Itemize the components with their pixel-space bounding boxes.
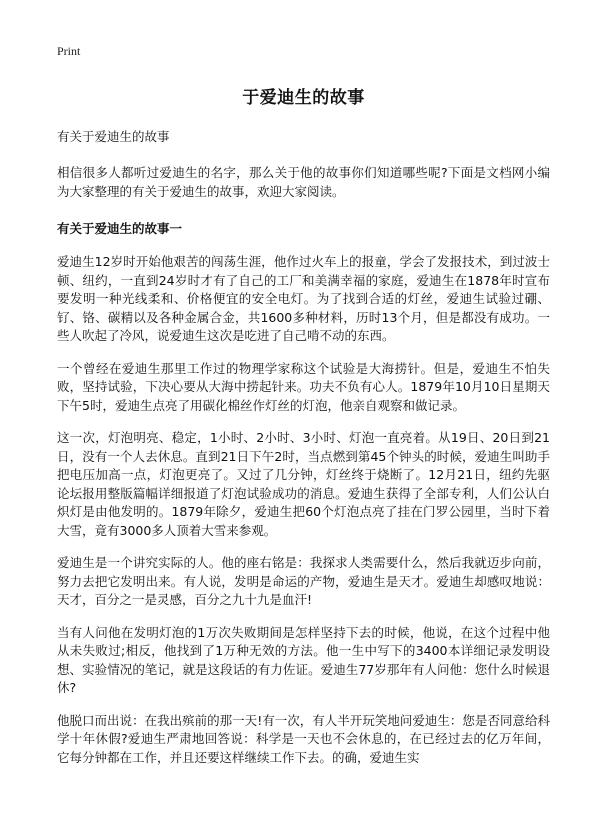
body-paragraph-6: 他脱口而出说：在我出殡前的那一天!有一次，有人半开玩笑地问爱迪生：您是否同意给科学十年休假?爱迪生严肃地回答说：科学是一天也不会休息的，在已经过去的亿万年间，它每分钟都在工作，并且还要这样继续工作下去。的确，爱迪生实 bbox=[57, 712, 550, 765]
print-link[interactable]: Print bbox=[57, 44, 81, 58]
document-subtitle: 有关于爱迪生的故事 bbox=[57, 129, 170, 144]
section-heading: 有关于爱迪生的故事一 bbox=[57, 221, 183, 236]
body-paragraph-2: 一个曾经在爱迪生那里工作过的物理学家称这个试验是大海捞针。但是，爱迪生不怕失败，坚持试验，下决心要从大海中捞起针来。功夫不负有心人。1879年10月10日星期天下午5时，爱迪生点亮了用碳化棉丝作灯丝的灯泡，他亲自观察和做记录。 bbox=[57, 360, 550, 413]
body-paragraph-1: 爱迪生12岁时开始他艰苦的闯荡生涯，他作过火车上的报童，学会了发报技术，到过波士顿、纽约，一直到24岁时才有了自己的工厂和美满幸福的家庭，爱迪生在1878年时宣布要发明一种光线柔和、价格便宜的安全电灯。为了找到合适的灯丝，爱迪生试验过硼、钌、铬、碳精以及各种金属合金，共1600多种材料，历时13个月，但是都没有成功。一些人吹起了冷风，说爱迪生这次是吃进了自己啃不动的东西。 bbox=[57, 254, 550, 343]
intro-paragraph: 相信很多人都听过爱迪生的名字，那么关于他的故事你们知道哪些呢?下面是文档网小编为大家整理的有关于爱迪生的故事，欢迎大家阅读。 bbox=[57, 165, 550, 199]
body-paragraph-5: 当有人问他在发明灯泡的1万次失败期间是怎样坚持下去的时候，他说，在这个过程中他从未失败过;相反，他找到了1万种无效的方法。他一生中写下的3400本详细记录发明设想、实验情况的笔记，就是这段话的有力佐证。爱迪生77岁那年有人问他：您什么时候退休? bbox=[57, 624, 550, 695]
body-paragraph-4: 爱迪生是一个讲究实际的人。他的座右铭是：我探求人类需要什么，然后我就迈步向前，努力去把它发明出来。有人说，发明是命运的产物，爱迪生是天才。爱迪生却感叹地说：天才，百分之一是灵感，百分之九十九是血汗! bbox=[57, 555, 550, 607]
body-paragraph-3: 这一次，灯泡明亮、稳定，1小时、2小时、3小时、灯泡一直亮着。从19日、20日到21日，没有一个人去休息。直到21日下午2时，当点燃到第45个钟头的时候，爱迪生叫助手把电压加高一点，灯泡更亮了。又过了几分钟，灯丝终于烧断了。12月21日，纽约先驱论坛报用整版篇幅详细报道了灯泡试验成功的消息。爱迪生获得了全部专利，人们公认白炽灯是由他发明的。1879年除夕，爱迪生把60个灯泡点亮了挂在门罗公园里，当时下着大雪，竟有3000多人顶着大雪来参观。 bbox=[57, 430, 550, 538]
page-title: 于爱迪生的故事 bbox=[242, 88, 365, 108]
